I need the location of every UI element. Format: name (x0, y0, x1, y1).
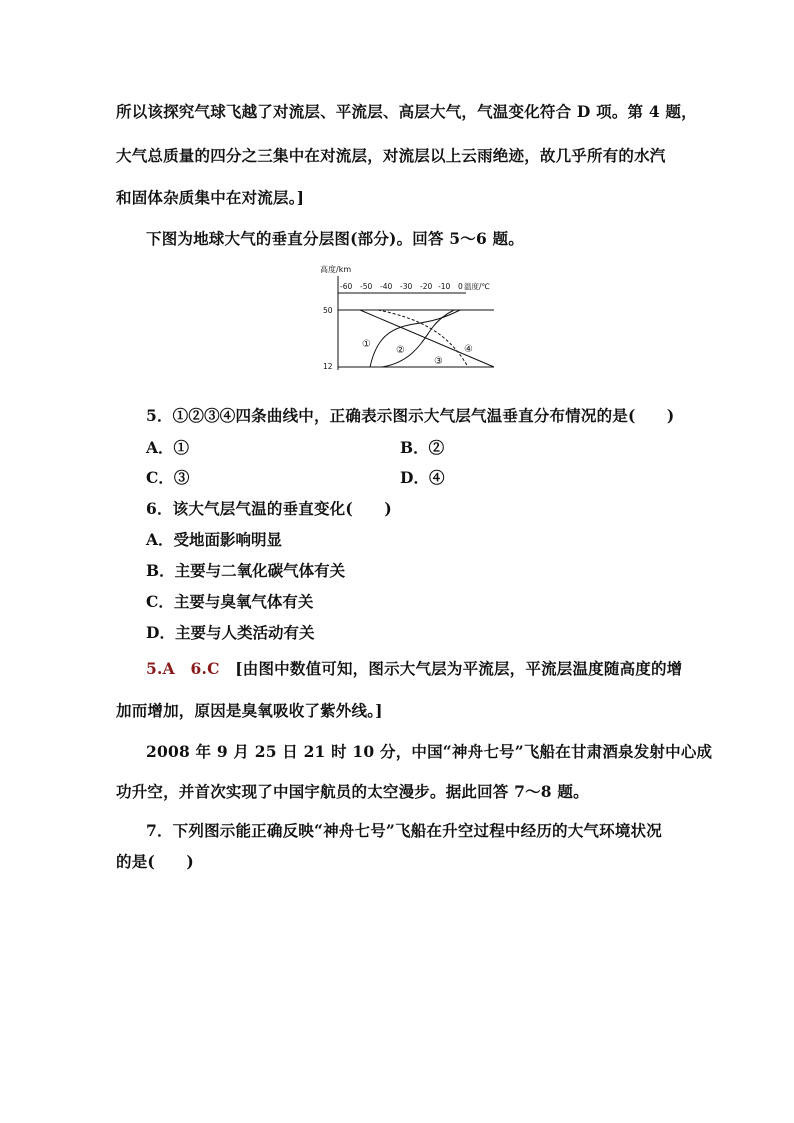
x-tick-label: -40 (380, 282, 393, 291)
x-tick-label: -30 (400, 282, 413, 291)
q6-option-b: B．主要与二氧化碳气体有关 (146, 561, 346, 580)
curve-4 (378, 310, 468, 367)
x-tick-label: -60 (340, 282, 353, 291)
y-tick-label: 50 (323, 306, 333, 315)
q5-option-c: C．③ (146, 468, 190, 487)
question-7-stem: 的是( ) (116, 852, 194, 871)
y-axis-label: 高度/km (320, 265, 352, 274)
question-intro: 下图为地球大气的垂直分层图(部分)。回答 5～6 题。 (146, 229, 524, 248)
answer-explanation: [由图中数值可知，图示大气层为平流层，平流层温度随高度的增 (235, 659, 683, 678)
paragraph-line: 功升空，并首次实现了中国宇航员的太空漫步。据此回答 7～8 题。 (116, 782, 589, 801)
question-6-stem: 6．该大气层气温的垂直变化( ) (146, 499, 392, 518)
question-5-stem: 5．①②③④四条曲线中，正确表示图示大气层气温垂直分布情况的是( ) (146, 406, 675, 425)
question-7-stem: 7．下列图示能正确反映“神舟七号”飞船在升空过程中经历的大气环境状况 (146, 821, 662, 840)
q6-option-d: D．主要与人类活动有关 (146, 623, 315, 642)
x-tick-label: 0 (458, 282, 463, 291)
curve-1 (370, 310, 460, 367)
curve-label: ④ (464, 344, 473, 355)
y-tick-label: 12 (323, 362, 333, 371)
curve-label: ③ (434, 356, 443, 367)
paragraph-line: 2008 年 9 月 25 日 21 时 10 分，中国“神舟七号”飞船在甘肃酒泉发射中心成 (146, 742, 713, 761)
answer-keys: 5.A 6.C (146, 659, 220, 678)
q6-option-a: A．受地面影响明显 (146, 530, 283, 549)
x-tick-label: -10 (438, 282, 451, 291)
answer-line (146, 657, 682, 679)
q6-option-c: C．主要与臭氧气体有关 (146, 592, 314, 611)
q5-option-d: D．④ (400, 468, 445, 487)
paragraph-line: 和固体杂质集中在对流层。] (116, 188, 305, 207)
curve-3 (360, 310, 494, 367)
curve-label: ① (362, 339, 371, 350)
curve-2 (382, 310, 454, 367)
paragraph-line: 所以该探究气球飞越了对流层、平流层、高层大气，气温变化符合 D 项。第 4 题， (116, 102, 697, 121)
curve-label: ② (396, 345, 405, 356)
x-tick-label: -50 (360, 282, 373, 291)
x-tick-label: -20 (420, 282, 433, 291)
q5-option-a: A．① (146, 438, 190, 457)
atmosphere-layer-figure (318, 262, 498, 374)
x-axis-label: 温度/℃ (464, 282, 490, 291)
answer-line: 加而增加，原因是臭氧吸收了紫外线。] (116, 701, 383, 720)
q5-option-b: B．② (400, 438, 445, 457)
paragraph-line: 大气总质量的四分之三集中在对流层，对流层以上云雨绝迹，故几乎所有的水汽 (116, 146, 666, 165)
